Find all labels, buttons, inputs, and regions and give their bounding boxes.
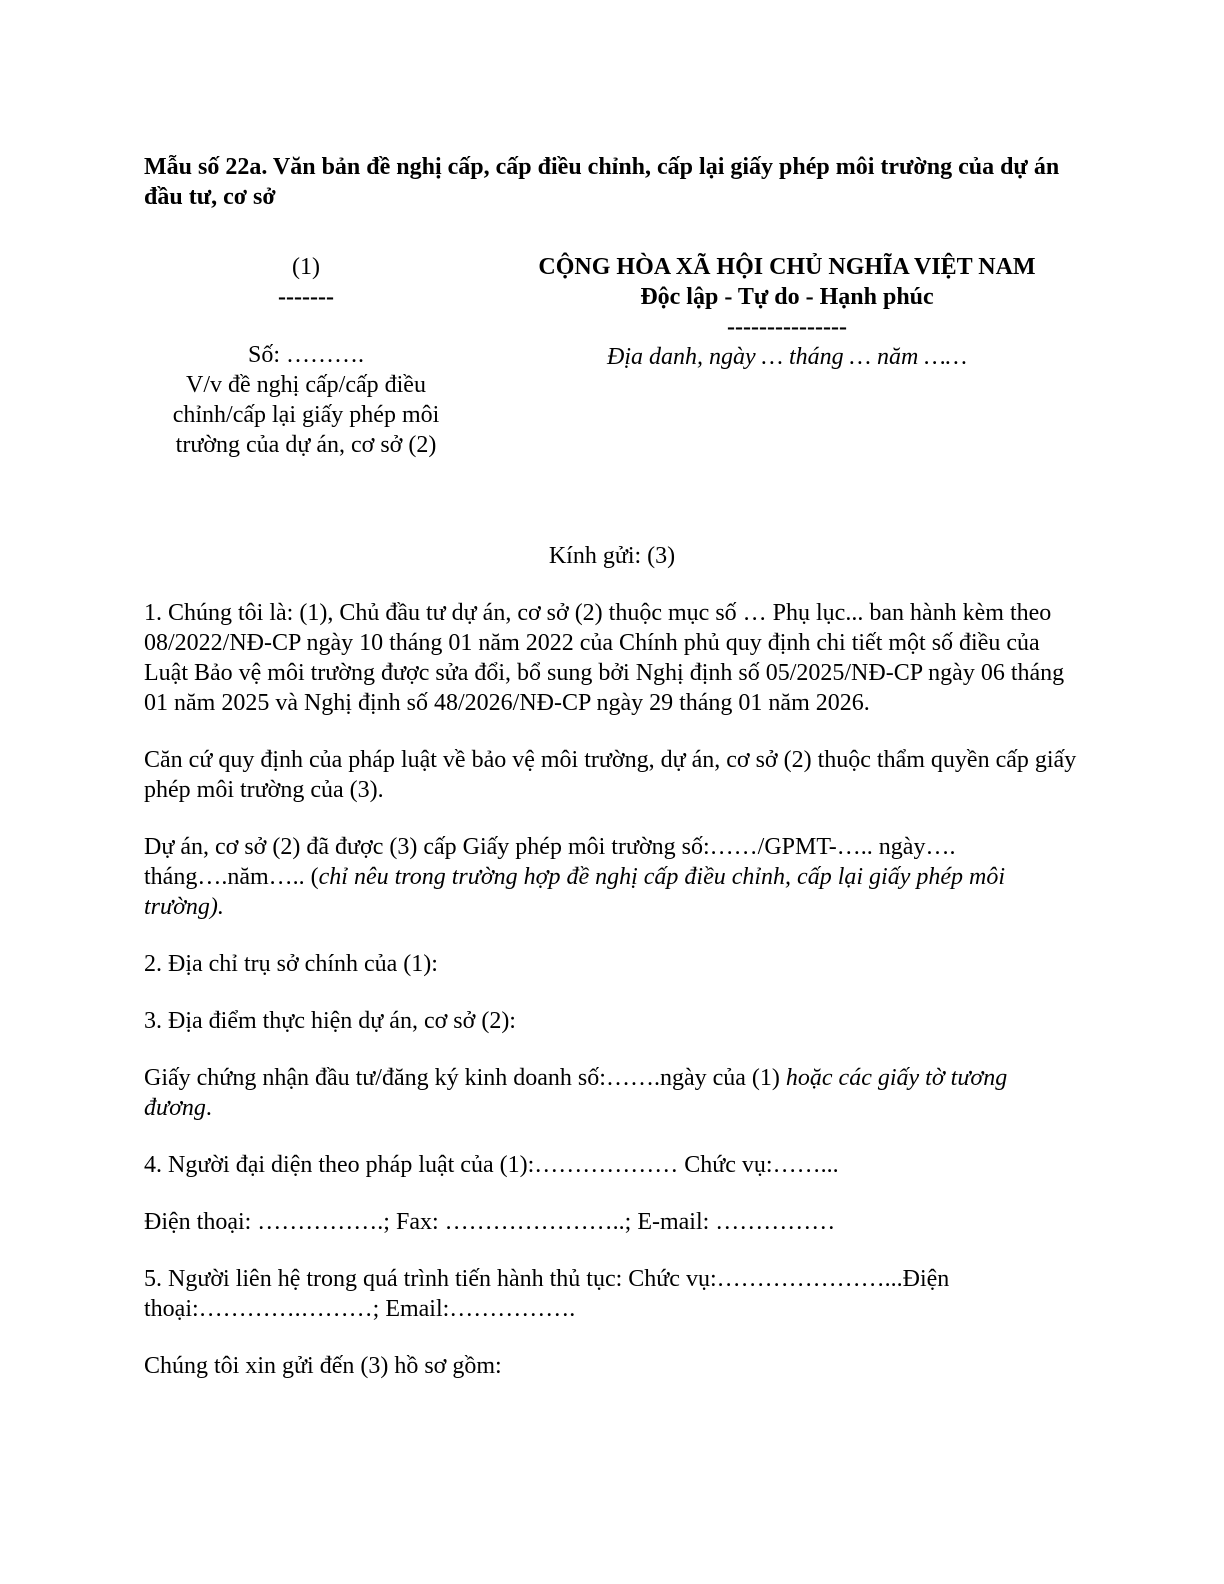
document-body (144, 598, 1080, 1408)
paragraph-contact-person: 5. Người liên hệ trong quá trình tiến hành thủ tục: Chức vụ:…………………...Điện thoại:………….………; Email:……………. (144, 1266, 950, 1322)
national-header (482, 252, 1092, 372)
issuer-divider: ------- (278, 284, 334, 310)
subject-line-3: trường của dự án, cơ sở (2) (175, 432, 437, 458)
addressee: Kính gửi: (3) (548, 543, 676, 569)
motto-divider: --------------- (727, 314, 847, 340)
paragraph-existing-permit (144, 832, 1080, 922)
certificate-end: . (205, 1095, 212, 1121)
paragraph-head-office: 2. Địa chỉ trụ sở chính của (1): (144, 951, 438, 977)
subject-line-1: V/v đề nghị cấp/cấp điều (186, 372, 426, 398)
existing-permit-text: Dự án, cơ sở (2) đã được (3) cấp Giấy phép môi trường số:……/GPMT-….. ngày…. tháng….năm….. ( (144, 834, 956, 890)
existing-permit-note: chỉ nêu trong trường hợp đề nghị cấp điều chỉnh, cấp lại giấy phép môi trường). (144, 864, 1006, 920)
subject-line-2: chỉnh/cấp lại giấy phép môi (172, 402, 440, 428)
issuer-block (130, 252, 482, 460)
paragraph-legal-representative: 4. Người đại diện theo pháp luật của (1):……………… Chức vụ:……... (144, 1152, 839, 1178)
country-name: CỘNG HÒA XÃ HỘI CHỦ NGHĨA VIỆT NAM (538, 254, 1036, 280)
paragraph-investment-certificate (144, 1063, 1080, 1123)
national-motto: Độc lập - Tự do - Hạnh phúc (640, 284, 934, 310)
paragraph-legal-basis: Căn cứ quy định của pháp luật về bảo vệ môi trường, dự án, cơ sở (2) thuộc thẩm quyền cấp giấy phép môi trường của (3). (144, 747, 1077, 803)
paragraph-project-location: 3. Địa điểm thực hiện dự án, cơ sở (2): (144, 1008, 516, 1034)
place-date: Địa danh, ngày … tháng … năm …… (606, 344, 967, 370)
document-title: Mẫu số 22a. Văn bản đề nghị cấp, cấp điều chỉnh, cấp lại giấy phép môi trường của dự án đầu tư, cơ sở (144, 154, 1060, 210)
paragraph-applicant: 1. Chúng tôi là: (1), Chủ đầu tư dự án, cơ sở (2) thuộc mục số … Phụ lục... ban hành kèm theo 08/2022/NĐ-CP ngày 10 tháng 01 năm 2022 của Chính phủ quy định chi tiết một số điều của Luật Bảo vệ môi trường được sửa đổi, bổ sung bởi Nghị định số 05/2025/NĐ-CP ngày 06 tháng 01 năm 2025 và Nghị định số 48/2026/NĐ-CP ngày 29 tháng 01 năm 2026. (144, 600, 1065, 716)
paragraph-dossier: Chúng tôi xin gửi đến (3) hồ sơ gồm: (144, 1353, 502, 1379)
certificate-note: hoặc các giấy tờ tương đương (144, 1065, 1008, 1121)
issuer-org: (1) (292, 254, 320, 280)
paragraph-contact-details: Điện thoại: …………….; Fax: …………………..; E-mail: …………… (144, 1209, 836, 1235)
document-number: Số: ………. (247, 342, 364, 368)
certificate-text: Giấy chứng nhận đầu tư/đăng ký kinh doanh số:…….ngày của (1) (144, 1065, 786, 1091)
